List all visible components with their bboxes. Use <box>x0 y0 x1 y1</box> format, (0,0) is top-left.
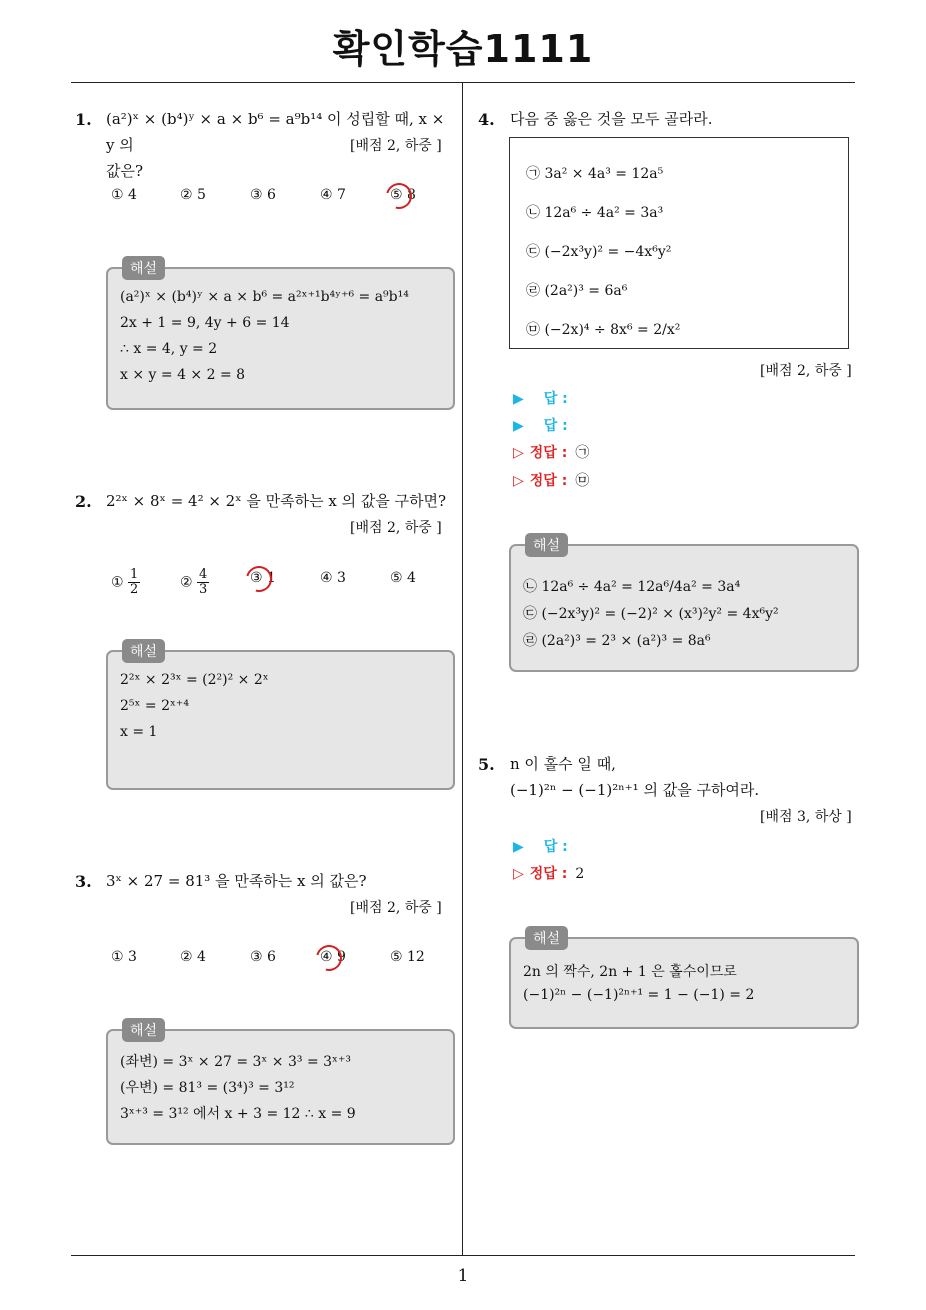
score-label: [배점 2, 하중 ] <box>350 900 442 916</box>
question-number: 4. <box>478 110 495 129</box>
solution-line: (우변) = 81³ = (3⁴)³ = 3¹² <box>120 1080 295 1096</box>
solution-line: 2²ˣ × 2³ˣ = (2²)² × 2ˣ <box>120 672 269 688</box>
question-number: 5. <box>478 755 495 774</box>
solution-line: (−1)²ⁿ − (−1)²ⁿ⁺¹ = 1 − (−1) = 2 <box>523 987 755 1003</box>
question-number: 1. <box>75 110 92 129</box>
solution-line: 3ˣ⁺³ = 3¹² 에서 x + 3 = 12 ∴ x = 9 <box>120 1106 356 1122</box>
question-text: 3ˣ × 27 = 81³ 을 만족하는 x 의 값은? <box>106 872 367 890</box>
score-label: [배점 3, 하상 ] <box>760 809 852 825</box>
question-number: 2. <box>75 492 92 511</box>
solution-line: (좌변) = 3ˣ × 27 = 3ˣ × 3³ = 3ˣ⁺³ <box>120 1054 351 1070</box>
solution-line: x = 1 <box>120 724 158 740</box>
question-text-line: n 이 홀수 일 때, <box>510 755 616 773</box>
solution-line: ∴ x = 4, y = 2 <box>120 341 218 357</box>
page-number: 1 <box>457 1266 469 1286</box>
solution-box <box>106 261 455 410</box>
solution-line: x × y = 4 × 2 = 8 <box>120 367 246 383</box>
choice-1[interactable]: ① 4 <box>111 187 137 203</box>
choice-list <box>111 187 451 207</box>
solution-box <box>106 644 455 790</box>
solution-tag: 해설 <box>525 926 568 950</box>
page-title: 확인학습1111 <box>332 27 594 71</box>
option-item: ㉤ (−2x)⁴ ÷ 8x⁶ = 2/x² <box>526 322 681 338</box>
solution-line: 2⁵ˣ = 2ˣ⁺⁴ <box>120 698 189 714</box>
play-arrow-icon: ▶ <box>513 418 524 434</box>
solution-line: ㉡ 12a⁶ ÷ 4a² = 12a⁶/4a² = 3a⁴ <box>523 579 741 595</box>
choice-5[interactable]: ⑤ 4 <box>390 570 416 586</box>
option-item: ㉠ 3a² × 4a³ = 12a⁵ <box>526 166 664 182</box>
choice-2[interactable]: ② $\frac{4}{3}$ <box>180 567 208 597</box>
question-text: 2²ˣ × 8ˣ = 4² × 2ˣ 을 만족하는 x 의 값을 구하면? <box>106 492 447 510</box>
correct-answer-row: ▷ 정답 : ㉠ <box>513 445 590 461</box>
choice-3[interactable]: ③ 6 <box>250 949 276 965</box>
outline-arrow-icon: ▷ <box>513 445 524 461</box>
option-item: ㉢ (−2x³y)² = −4x⁶y² <box>526 244 672 260</box>
solution-tag: 해설 <box>122 639 165 663</box>
play-arrow-icon: ▶ <box>513 839 524 855</box>
answer-mark-circle <box>311 940 347 976</box>
score-label: [배점 2, 하중 ] <box>350 138 442 154</box>
choice-list <box>111 949 451 969</box>
choice-4[interactable]: ④ 3 <box>320 570 346 586</box>
question-text: 다음 중 옳은 것을 모두 골라라. <box>510 110 713 128</box>
score-label: [배점 2, 하중 ] <box>760 363 852 379</box>
question-text <box>510 751 759 803</box>
choice-2[interactable]: ② 5 <box>180 187 206 203</box>
choice-4[interactable]: ④ 9 <box>320 949 346 965</box>
choice-5[interactable]: ⑤ 12 <box>390 949 425 965</box>
choice-3[interactable]: ③ 1 <box>250 570 276 586</box>
answer-row: ▶ 답 : <box>513 418 568 434</box>
solution-box <box>509 538 859 672</box>
answer-row: ▶ 답 : <box>513 391 568 407</box>
solution-box <box>106 1023 455 1145</box>
options-box <box>509 137 849 349</box>
solution-tag: 해설 <box>122 1018 165 1042</box>
choice-4[interactable]: ④ 7 <box>320 187 346 203</box>
choice-2[interactable]: ② 4 <box>180 949 206 965</box>
choice-1[interactable]: ① $\frac{1}{2}$ <box>111 567 139 597</box>
top-divider <box>71 82 855 83</box>
correct-answer-row: ▷ 정답 : ㉤ <box>513 473 590 489</box>
choice-3[interactable]: ③ 6 <box>250 187 276 203</box>
outline-arrow-icon: ▷ <box>513 473 524 489</box>
option-item: ㉡ 12a⁶ ÷ 4a² = 3a³ <box>526 205 664 221</box>
question-text-line: (a²)ˣ × (b⁴)ʸ × a × b⁶ = a⁹b¹⁴ 이 성립할 때, x × y 의 <box>106 110 445 154</box>
choice-5[interactable]: ⑤ 8 <box>390 187 416 203</box>
option-item: ㉣ (2a²)³ = 6a⁶ <box>526 283 628 299</box>
question-number: 3. <box>75 872 92 891</box>
solution-box <box>509 931 859 1029</box>
solution-line: 2x + 1 = 9, 4y + 6 = 14 <box>120 315 290 331</box>
answer-mark-circle <box>241 561 277 597</box>
solution-line: 2n 의 짝수, 2n + 1 은 홀수이므로 <box>523 964 737 980</box>
question-text-line: (−1)²ⁿ − (−1)²ⁿ⁺¹ 의 값을 구하여라. <box>510 781 760 799</box>
bottom-divider <box>71 1255 855 1256</box>
outline-arrow-icon: ▷ <box>513 866 524 882</box>
play-arrow-icon: ▶ <box>513 391 524 407</box>
column-divider <box>462 83 463 1255</box>
solution-tag: 해설 <box>122 256 165 280</box>
solution-line: (a²)ˣ × (b⁴)ʸ × a × b⁶ = a²ˣ⁺¹b⁴ʸ⁺⁶ = a⁹b¹⁴ <box>120 289 409 305</box>
choice-list <box>111 568 451 598</box>
choice-1[interactable]: ① 3 <box>111 949 137 965</box>
score-label: [배점 2, 하중 ] <box>350 520 442 536</box>
question-text-line: 값은? <box>106 162 144 180</box>
solution-line: ㉢ (−2x³y)² = (−2)² × (x³)²y² = 4x⁶y² <box>523 606 779 622</box>
answer-row: ▶ 답 : <box>513 839 568 855</box>
solution-line: ㉣ (2a²)³ = 2³ × (a²)³ = 8a⁶ <box>523 633 711 649</box>
solution-tag: 해설 <box>525 533 568 557</box>
correct-answer-row: ▷ 정답 : 2 <box>513 866 585 882</box>
